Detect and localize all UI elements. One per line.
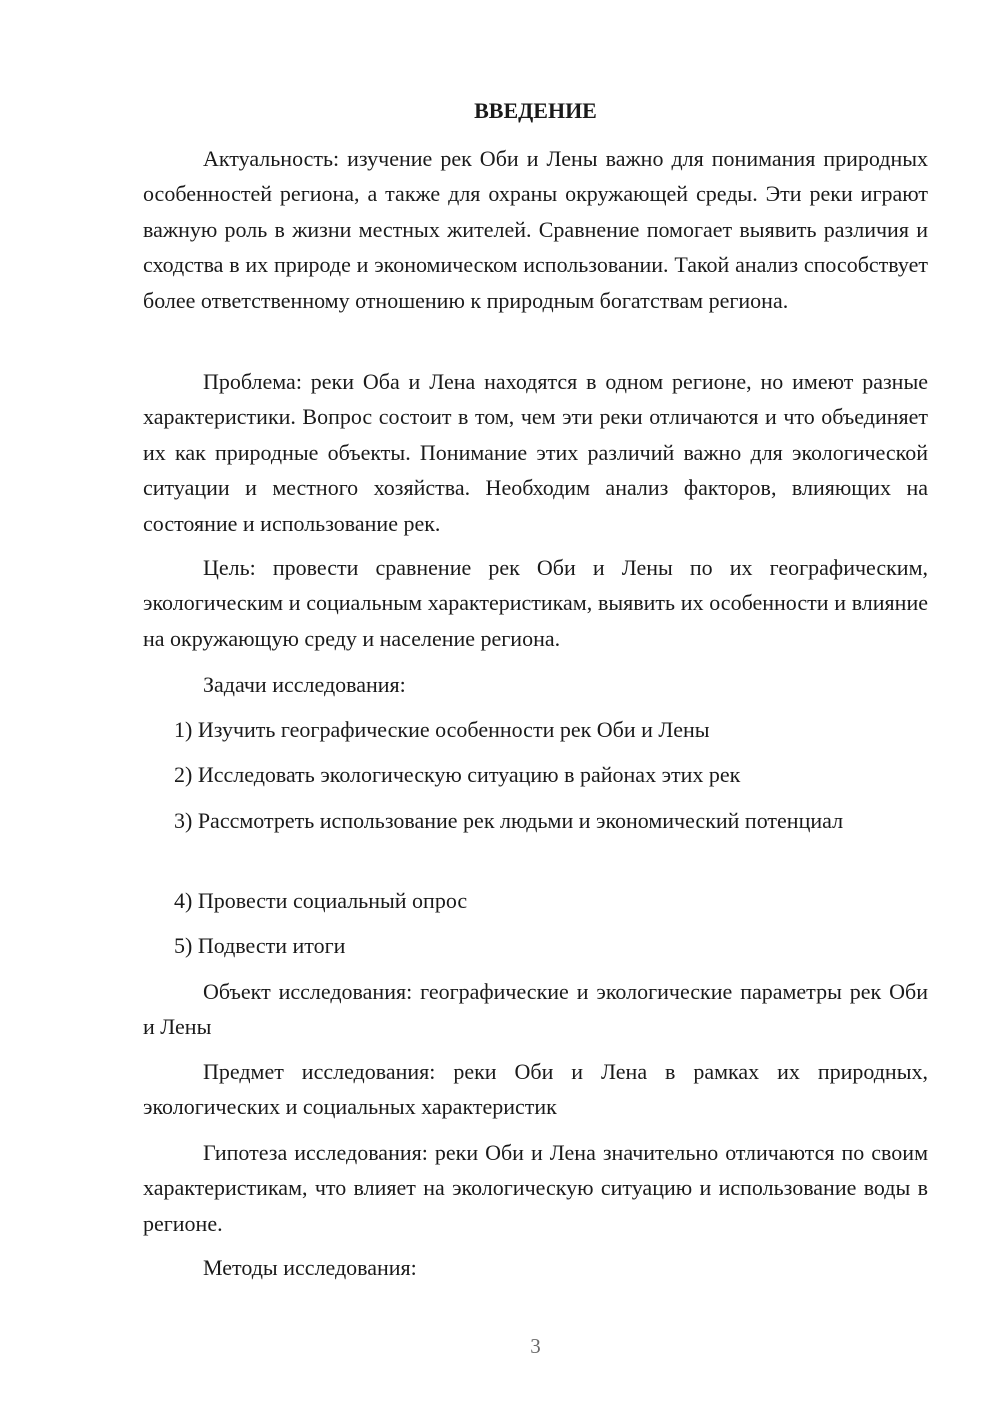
task-item: 5) Подвести итоги [174, 933, 346, 958]
document-page [143, 0, 928, 1414]
paragraph-hypothesis: Гипотеза исследования: реки Оби и Лена значительно отличаются по своим характеристикам, что влияет на экологическую ситуацию и использование воды в регионе. [143, 1140, 928, 1236]
task-item: 2) Исследовать экологическую ситуацию в районах этих рек [174, 762, 741, 787]
tasks-heading: Задачи исследования: [203, 672, 406, 697]
section-title: ВВЕДЕНИЕ [474, 98, 597, 123]
task-item: 4) Провести социальный опрос [174, 888, 468, 913]
task-item: 3) Рассмотреть использование рек людьми и экономический потенциал [174, 808, 844, 833]
page-number: 3 [530, 1334, 541, 1358]
task-item: 1) Изучить географические особенности рек Оби и Лены [174, 717, 710, 742]
paragraph-relevance: Актуальность: изучение рек Оби и Лены важно для понимания природных особенностей региона, а также для охраны окружающей среды. Эти реки играют важную роль в жизни местных жителей. Сравнение помогает выявить различия и сходства в их природе и экономическом использовании. Такой анализ способствует более ответственному отношению к природным богатствам региона. [143, 146, 928, 313]
paragraph-object: Объект исследования: географические и экологические параметры рек Оби и Лены [143, 979, 928, 1040]
paragraph-problem: Проблема: реки Оба и Лена находятся в одном регионе, но имеют разные характеристики. Вопрос состоит в том, чем эти реки отличаются и что объединяет их как природные объекты. Понимание этих различий важно для экологической ситуации и местного хозяйства. Необходим анализ факторов, влияющих на состояние и использование рек. [143, 369, 928, 536]
methods-heading: Методы исследования: [203, 1255, 417, 1280]
paragraph-subject: Предмет исследования: реки Оби и Лена в рамках их природных, экологических и социальных характеристик [143, 1059, 928, 1120]
paragraph-goal: Цель: провести сравнение рек Оби и Лены по их географическим, экологическим и социальным характеристикам, выявить их особенности и влияние на окружающую среду и население региона. [143, 555, 928, 651]
